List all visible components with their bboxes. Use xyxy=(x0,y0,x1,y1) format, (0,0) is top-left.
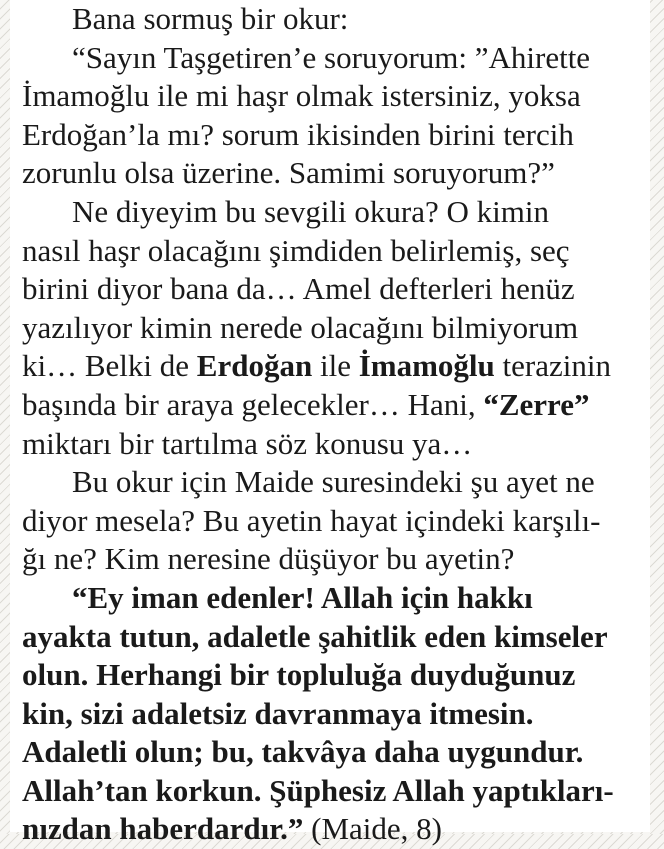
article-line xyxy=(22,810,636,849)
article-text: Bu okur için Maide suresindeki şu ayet ne xyxy=(72,464,595,500)
article-text: ile xyxy=(312,348,359,384)
article-text: diyor mesela? Bu ayetin hayat içindeki karşılı- xyxy=(22,502,601,538)
article-body xyxy=(22,0,636,849)
article-text: terazinin xyxy=(494,348,611,384)
article-text: Ne diyeyim bu sevgili okura? O kimin xyxy=(72,193,549,229)
article-text: nasıl haşr olacağını şimdiden belirlemiş, seç xyxy=(22,232,570,268)
article-text-bold: kin, sizi adaletsiz davranmaya itmesin. xyxy=(22,695,534,731)
article-text-bold: Adaletli olun; bu, takvâya daha uygundur. xyxy=(22,734,584,770)
article-text-bold: olun. Herhangi bir topluluğa duyduğunuz xyxy=(22,657,576,693)
article-text-bold: Allah’tan korkun. Şüphesiz Allah yaptıkları- xyxy=(22,772,614,808)
article-line xyxy=(22,386,636,425)
article-line xyxy=(22,347,636,386)
article-text: ki… Belki de xyxy=(22,348,197,384)
article-line xyxy=(22,733,636,772)
article-text: başında bir araya gelecekler… Hani, xyxy=(22,386,484,422)
article-line xyxy=(22,154,636,193)
article-line xyxy=(22,463,636,502)
article-text-bold: nızdan haberdardır.” xyxy=(22,811,304,847)
article-text-bold: Erdoğan xyxy=(196,348,313,384)
article-text: ğı ne? Kim neresine düşüyor bu ayetin? xyxy=(22,541,515,577)
article-text: Erdoğan’la mı? sorum ikisinden birini tercih xyxy=(22,116,574,152)
article-line xyxy=(22,193,636,232)
article-text: İmamoğlu ile mi haşr olmak istersiniz, yoksa xyxy=(22,78,581,114)
article-line xyxy=(22,618,636,657)
article-text-bold: “Ey iman edenler! Allah için hakkı xyxy=(72,579,533,615)
article-line xyxy=(22,0,636,39)
article-text-bold: ayakta tutun, adaletle şahitlik eden kimseler xyxy=(22,618,608,654)
article-text: Bana sormuş bir okur: xyxy=(72,1,349,36)
article-text: (Maide, 8) xyxy=(303,811,442,847)
article-line xyxy=(22,579,636,618)
article-line xyxy=(22,502,636,541)
article-line xyxy=(22,695,636,734)
article-line xyxy=(22,39,636,78)
article-line xyxy=(22,772,636,811)
article-text: miktarı bir tartılma söz konusu ya… xyxy=(22,425,473,461)
article-line xyxy=(22,77,636,116)
article-line xyxy=(22,425,636,464)
newspaper-column-page xyxy=(10,0,650,847)
article-text: zorunlu olsa üzerine. Samimi soruyorum?” xyxy=(22,155,555,191)
article-line xyxy=(22,270,636,309)
article-text-bold: İmamoğlu xyxy=(358,348,495,384)
article-text: “Sayın Taşgetiren’e soruyorum: ”Ahirette xyxy=(72,39,591,75)
article-line xyxy=(22,232,636,271)
article-text: birini diyor bana da… Amel defterleri henüz xyxy=(22,271,575,307)
article-text-bold: “Zerre” xyxy=(483,386,590,422)
article-line xyxy=(22,116,636,155)
article-line xyxy=(22,540,636,579)
article-line xyxy=(22,656,636,695)
article-text: yazılıyor kimin nerede olacağını bilmiyorum xyxy=(22,309,579,345)
article-line xyxy=(22,309,636,348)
